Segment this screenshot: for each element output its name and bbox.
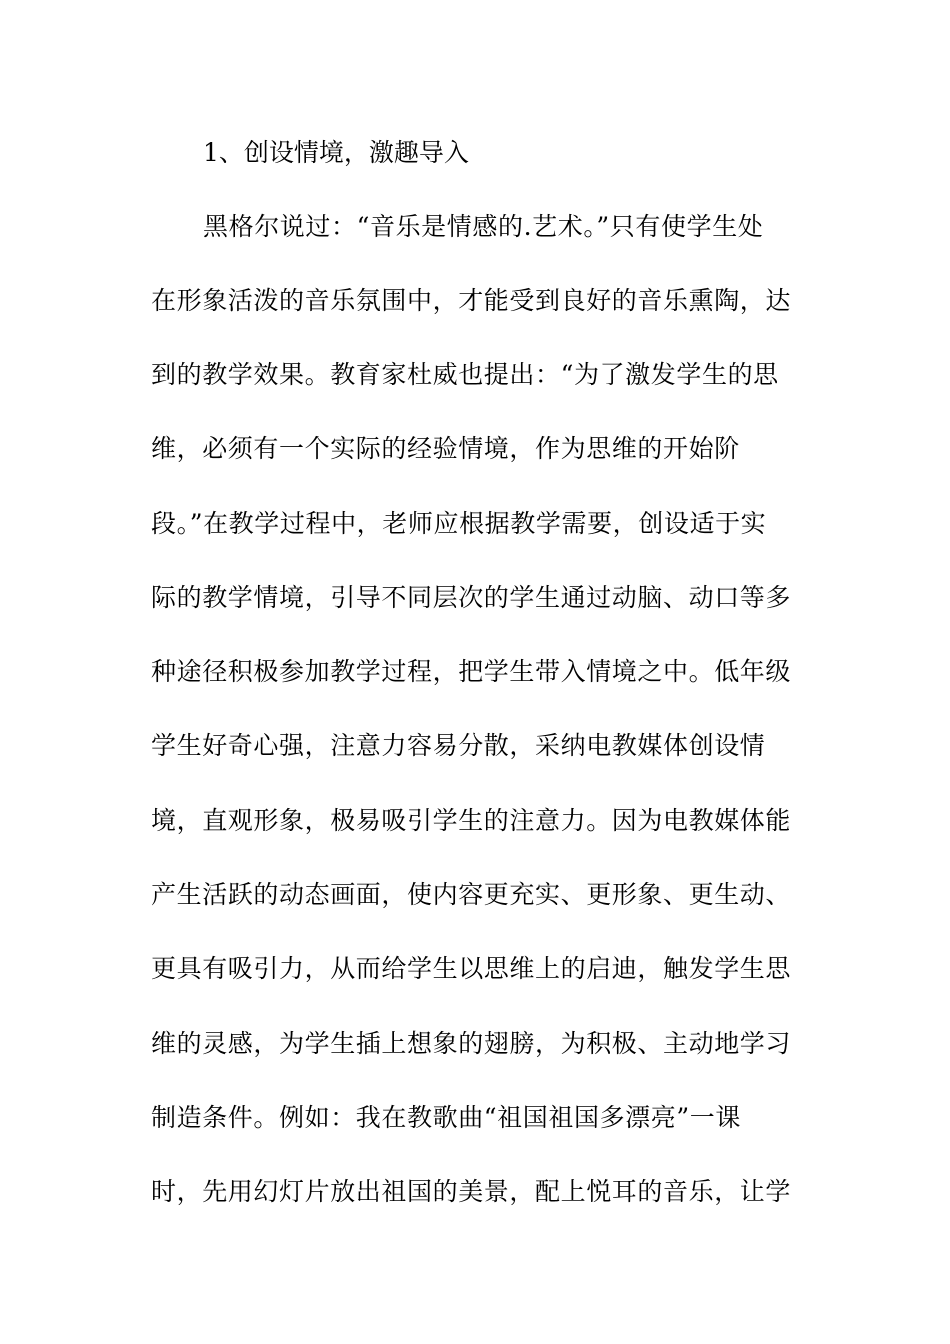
paragraph-line: 维的灵感，为学生插上想象的翅膀，为积极、主动地学习 <box>151 1029 792 1058</box>
paragraph-line: 到的教学效果。教育家杜威也提出：“为了激发学生的思 <box>151 360 779 389</box>
paragraph-line: 境，直观形象，极易吸引学生的注意力。因为电教媒体能 <box>151 806 792 835</box>
section-heading: 1、创设情境，激趣导入 <box>203 138 469 167</box>
paragraph-line: 段。”在教学过程中，老师应根据教学需要，创设适于实 <box>151 509 767 538</box>
paragraph-line: 学生好奇心强，注意力容易分散，采纳电教媒体创设情 <box>151 731 766 760</box>
paragraph-line: 产生活跃的动态画面，使内容更充实、更形象、更生动、 <box>151 880 792 909</box>
paragraph-line: 更具有吸引力，从而给学生以思维上的启迪，触发学生思 <box>151 954 792 983</box>
paragraph-line: 际的教学情境，引导不同层次的学生通过动脑、动口等多 <box>151 583 792 612</box>
paragraph-line: 种途径积极参加教学过程，把学生带入情境之中。低年级 <box>151 657 792 686</box>
paragraph-line: 在形象活泼的音乐氛围中，才能受到良好的音乐熏陶，达 <box>151 286 792 315</box>
paragraph-line: 时，先用幻灯片放出祖国的美景，配上悦耳的音乐，让学 <box>151 1177 792 1206</box>
paragraph-line: 维，必须有一个实际的经验情境，作为思维的开始阶 <box>151 434 740 463</box>
paragraph-line: 制造条件。例如：我在教歌曲“祖国祖国多漂亮”一课 <box>151 1103 741 1132</box>
paragraph-line: 黑格尔说过：“音乐是情感的.艺术。”只有使学生处 <box>203 212 764 241</box>
